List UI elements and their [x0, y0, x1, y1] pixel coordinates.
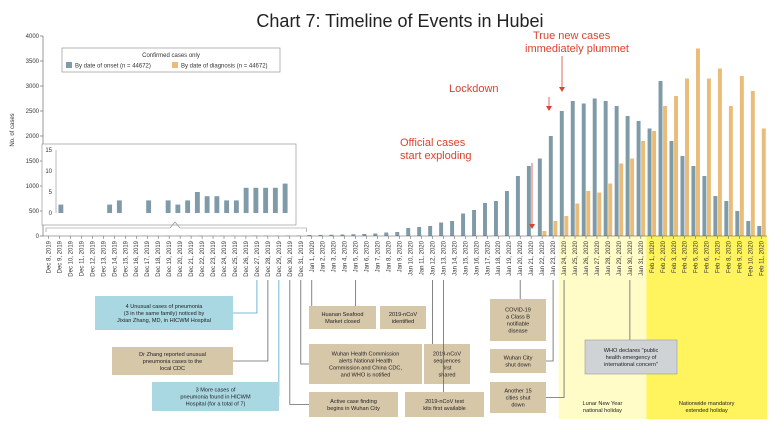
bar-onset — [757, 226, 761, 236]
y-tick-label: 0 — [35, 234, 39, 240]
inset-bar — [234, 200, 239, 213]
x-tick-label: Dec 18, 2019 — [156, 241, 163, 277]
event-who-declares-pheic-text: WHO declares "public — [603, 348, 659, 354]
x-tick-label: Feb 1, 2020 — [649, 241, 656, 274]
x-tick-label: Jan 6, 2020 — [364, 241, 371, 273]
bar-onset — [538, 159, 542, 237]
event-active-case-finding-connector — [290, 280, 309, 405]
bar-diagnosis — [652, 131, 656, 236]
inset-bar — [185, 200, 190, 213]
inset-bar — [166, 200, 171, 213]
x-tick-label: Dec 16, 2019 — [134, 241, 141, 277]
bar-diagnosis — [762, 129, 766, 237]
bar-onset — [373, 234, 377, 237]
y-tick-label: 3000 — [25, 84, 39, 90]
bar-onset — [461, 214, 465, 237]
bar-onset — [604, 101, 608, 236]
event-dr-zhang-reported-connector — [233, 280, 268, 361]
event-seafood-market-closed-text: Huanan Seafood — [321, 312, 364, 318]
inset-bar — [58, 205, 63, 213]
annotation-lockdown-arrowhead — [546, 106, 552, 111]
bar-diagnosis — [718, 69, 722, 237]
event-who-declares-pheic-text: health emergency of — [605, 355, 657, 361]
x-tick-label: Feb 3, 2020 — [671, 241, 678, 274]
y-axis — [26, 34, 43, 240]
inset-bar — [146, 200, 151, 213]
inset-bar — [283, 184, 288, 213]
annotation-true-arrowhead — [559, 87, 565, 92]
legend-label-diagnosis: By date of diagnosis (n = 44672) — [181, 63, 268, 70]
event-15-cities-shut-down-text: cities shut — [505, 395, 531, 402]
x-tick-label: Dec 23, 2019 — [211, 241, 218, 277]
bar-diagnosis — [564, 216, 568, 236]
x-tick-label: Jan 14, 2020 — [452, 241, 459, 276]
x-tick-label: Jan 29, 2020 — [616, 241, 623, 276]
bar-onset — [724, 201, 728, 236]
bar-onset — [417, 227, 421, 236]
x-tick-label: Jan 26, 2020 — [584, 241, 590, 276]
bar-onset — [702, 176, 706, 236]
x-tick-label: Jan 30, 2020 — [627, 241, 634, 276]
inset-bar — [195, 192, 200, 213]
bar-diagnosis — [663, 106, 667, 236]
x-tick-label: Feb 11, 2020 — [759, 241, 766, 276]
x-tick-label: Dec 28, 2019 — [265, 241, 272, 277]
y-axis-label: No. of cases — [10, 113, 16, 147]
x-tick-label: Jan 25, 2020 — [573, 241, 580, 276]
bar-diagnosis — [685, 79, 689, 237]
inset-chart — [42, 144, 306, 232]
event-active-case-finding-text: Active case finding — [330, 399, 377, 405]
event-three-more-cases-text: 3 More cases of — [195, 387, 236, 394]
event-dr-zhang-reported-text: local CDC — [159, 366, 186, 372]
event-wuhan-health-commission-text: Wuhan Health Commission — [331, 351, 400, 358]
bar-diagnosis — [641, 141, 645, 236]
inset-bar — [224, 200, 229, 213]
x-tick-label: Jan 7, 2020 — [375, 241, 382, 273]
bar-diagnosis — [542, 231, 546, 236]
event-unusual-pneumonia-text: Jixian Zhang, MD, in HICWM Hospital — [117, 318, 211, 324]
bar-diagnosis — [608, 184, 612, 237]
x-tick-label: Dec 31, 2019 — [298, 241, 305, 277]
x-tick-label: Jan 3, 2020 — [331, 241, 338, 273]
x-tick-label: Dec 24, 2019 — [222, 241, 228, 277]
x-tick-label: Jan 17, 2020 — [485, 241, 492, 276]
x-tick-label: Dec 10, 2019 — [68, 241, 75, 277]
legend-label-onset: By date of onset (n = 44672) — [75, 63, 151, 70]
x-tick-label: Dec 27, 2019 — [254, 241, 261, 277]
holiday-lunar-label-2: national holiday — [583, 408, 622, 414]
x-tick-label: Jan 1, 2020 — [309, 241, 316, 273]
event-sequences-shared-text: sequences — [433, 358, 461, 365]
event-sequences-shared-text: 2019-nCoV — [432, 351, 462, 358]
bar-diagnosis — [674, 96, 678, 236]
event-three-more-cases-text: Hospital (for a total of 7) — [185, 401, 246, 408]
x-tick-label: Dec 19, 2019 — [167, 241, 174, 277]
inset-y-tick-label: 10 — [45, 169, 52, 175]
bar-onset — [659, 81, 663, 236]
event-ncov-identified-text: identified — [391, 319, 415, 325]
event-wuhan-health-commission-text: Commission and China CDC, — [328, 365, 403, 372]
inset-bar — [273, 188, 278, 213]
x-tick-label: Dec 26, 2019 — [243, 241, 250, 277]
legend-title: Confirmed cases only — [142, 53, 200, 59]
x-tick-label: Jan 13, 2020 — [441, 241, 448, 276]
event-wuhan-health-commission-connector — [301, 280, 309, 364]
holiday-mandatory-label-2: extended holiday — [685, 408, 728, 414]
x-tick-label: Jan 5, 2020 — [353, 241, 360, 273]
bar-onset — [735, 211, 739, 236]
x-tick-label: Jan 22, 2020 — [540, 241, 547, 276]
x-tick-label: Jan 27, 2020 — [594, 241, 601, 276]
x-tick-label: Dec 9, 2019 — [57, 241, 64, 274]
event-15-cities-shut-down-text: Another 15 — [504, 388, 532, 395]
event-dr-zhang-reported-text: pneumonia cases to the — [142, 359, 203, 365]
bar-onset — [450, 221, 454, 236]
holiday-mandatory-label-1: Nationwide mandatory — [678, 401, 735, 407]
annotation-true-cases-line1: True new cases — [533, 30, 611, 42]
bar-diagnosis — [586, 191, 590, 236]
x-tick-label: Feb 4, 2020 — [682, 241, 689, 274]
x-tick-label: Feb 7, 2020 — [715, 241, 722, 274]
inset-bar — [253, 188, 258, 213]
bar-onset — [691, 166, 695, 236]
chart-title: Chart 7: Timeline of Events in Hubei — [256, 11, 544, 31]
legend-swatch-onset — [66, 62, 72, 68]
event-unusual-pneumonia-text: 4 Unusual cases of pneumonia — [125, 304, 203, 310]
x-tick-label: Dec 11, 2019 — [79, 241, 86, 277]
bar-onset — [571, 101, 575, 236]
inset-bar — [107, 205, 112, 213]
bar-diagnosis — [619, 164, 623, 237]
event-dr-zhang-reported-text: Dr Zhang reported unusual — [139, 352, 206, 358]
y-tick-label: 4000 — [25, 34, 39, 40]
x-tick-label: Feb 5, 2020 — [693, 241, 700, 274]
event-wuhan-shut-down-connector — [546, 280, 553, 361]
event-test-kits-text: 2019-nCoV test — [425, 399, 464, 405]
x-tick-label: Jan 12, 2020 — [430, 241, 437, 276]
inset-bar — [263, 188, 268, 213]
x-tick-label: Jan 9, 2020 — [397, 241, 404, 273]
x-tick-label: Dec 29, 2019 — [276, 241, 283, 277]
bar-onset — [680, 156, 684, 236]
inset-bar — [175, 205, 180, 213]
x-tick-label: Feb 10, 2020 — [748, 241, 755, 277]
legend — [62, 48, 280, 72]
bar-onset — [560, 111, 564, 236]
holiday-lunar-label-1: Lunar New Year — [582, 401, 623, 407]
inset-bar — [205, 196, 210, 213]
bar-onset — [746, 221, 750, 236]
bar-onset — [626, 116, 630, 236]
bar-diagnosis — [696, 49, 700, 237]
bar-onset — [593, 99, 597, 237]
bar-onset — [713, 196, 717, 236]
annotation-official-cases-line1: Official cases — [400, 137, 466, 149]
x-tick-label: Jan 16, 2020 — [474, 241, 481, 276]
event-three-more-cases-text: pneumonia found in HICWM — [180, 394, 251, 401]
x-tick-label: Dec 15, 2019 — [123, 241, 130, 277]
bar-onset — [395, 232, 399, 236]
x-tick-label: Jan 8, 2020 — [386, 241, 393, 273]
x-tick-label: Feb 2, 2020 — [660, 241, 667, 274]
inset-y-tick-label: 0 — [48, 211, 52, 217]
bar-diagnosis — [575, 204, 579, 237]
y-tick-label: 500 — [28, 209, 39, 215]
x-tick-label: Jan 23, 2020 — [551, 241, 558, 276]
x-tick-label: Jan 4, 2020 — [342, 241, 349, 273]
event-sequences-shared-text: first — [442, 365, 452, 372]
event-unusual-pneumonia-connector — [233, 280, 257, 313]
bar-onset — [549, 136, 553, 236]
inset-y-tick-label: 5 — [48, 190, 52, 196]
x-tick-label: Dec 13, 2019 — [101, 241, 108, 277]
legend-swatch-diagnosis — [172, 62, 178, 68]
event-class-b-disease-text: a Class B — [506, 314, 530, 321]
event-test-kits-text: kits first available — [423, 406, 466, 412]
bar-onset — [582, 104, 586, 237]
x-tick-label: Feb 8, 2020 — [726, 241, 733, 274]
event-class-b-disease-text: COVID-19 — [505, 307, 531, 314]
y-tick-label: 1500 — [25, 159, 39, 165]
bar-onset — [516, 176, 520, 236]
x-tick-label: Dec 21, 2019 — [189, 241, 196, 277]
x-tick-label: Jan 21, 2020 — [529, 241, 536, 276]
bar-onset — [670, 141, 674, 236]
bar-onset — [494, 201, 498, 236]
x-tick-label: Jan 10, 2020 — [408, 241, 415, 276]
x-tick-label: Jan 28, 2020 — [605, 241, 612, 276]
x-tick-label: Jan 31, 2020 — [638, 241, 645, 276]
x-tick-label: Dec 22, 2019 — [200, 241, 207, 277]
event-seafood-market-closed-text: Market closed — [325, 319, 360, 325]
event-15-cities-shut-down-text: down — [511, 402, 525, 409]
bar-onset — [615, 106, 619, 236]
x-tick-label: Dec 14, 2019 — [112, 241, 119, 277]
bar-onset — [406, 228, 410, 236]
x-tick-label: Feb 9, 2020 — [737, 241, 744, 274]
bar-onset — [472, 210, 476, 236]
annotation-lockdown: Lockdown — [449, 83, 499, 95]
x-tick-label: Jan 15, 2020 — [463, 241, 470, 276]
bar-diagnosis — [630, 159, 634, 237]
bar-diagnosis — [553, 221, 557, 236]
event-class-b-disease-text: disease — [508, 328, 528, 335]
event-ncov-identified-text: 2019-nCoV — [388, 312, 418, 318]
bar-diagnosis — [597, 193, 601, 237]
x-tick-label: Dec 30, 2019 — [287, 241, 294, 277]
x-tick-label: Jan 24, 2020 — [562, 241, 569, 276]
event-who-declares-pheic-text: international concern" — [604, 362, 658, 368]
x-tick-label: Jan 18, 2020 — [496, 241, 503, 276]
bar-diagnosis — [751, 91, 755, 236]
x-tick-label: Dec 25, 2019 — [232, 241, 239, 277]
bar-onset — [439, 223, 443, 237]
y-tick-label: 3500 — [25, 59, 39, 65]
x-tick-label: Jan 11, 2020 — [419, 241, 426, 276]
bar-diagnosis — [729, 106, 733, 236]
x-tick-label: Dec 8, 2019 — [46, 241, 53, 274]
event-wuhan-shut-down-text: shut down — [505, 362, 531, 369]
x-tick-label: Dec 17, 2019 — [145, 241, 152, 277]
inset-bar — [214, 196, 219, 213]
y-tick-label: 2500 — [25, 109, 39, 115]
annotation-true-cases-line2: immediately plummet — [525, 43, 629, 55]
bar-onset — [648, 129, 652, 237]
y-tick-label: 1000 — [25, 184, 39, 190]
x-tick-label: Feb 6, 2020 — [704, 241, 711, 274]
event-wuhan-shut-down-text: Wuhan City — [503, 355, 533, 362]
annotation-official-cases-line2: start exploding — [400, 150, 472, 162]
x-tick-label: Jan 2, 2020 — [320, 241, 327, 273]
y-tick-label: 2000 — [25, 134, 39, 140]
bar-onset — [384, 233, 388, 237]
x-tick-label: Dec 12, 2019 — [90, 241, 97, 277]
inset-bar — [117, 200, 122, 213]
bar-onset — [428, 226, 432, 236]
event-unusual-pneumonia-text: (3 in the same family) noticed by — [123, 311, 205, 317]
event-sequences-shared-text: shared — [438, 372, 456, 379]
bar-diagnosis — [707, 79, 711, 237]
event-wuhan-health-commission-text: and WHO is notified — [340, 372, 391, 379]
event-class-b-disease-text: notifiable — [506, 321, 530, 328]
inset-bar — [244, 188, 249, 213]
event-active-case-finding-text: begins in Wuhan City — [327, 406, 380, 412]
event-wuhan-health-commission-text: alerts National Health — [338, 358, 393, 365]
bar-onset — [483, 203, 487, 236]
x-tick-label: Dec 20, 2019 — [178, 241, 185, 277]
inset-y-tick-label: 15 — [45, 148, 52, 154]
x-tick-label: Jan 19, 2020 — [507, 241, 514, 276]
bar-diagnosis — [740, 76, 744, 236]
x-tick-label: Jan 20, 2020 — [518, 241, 525, 276]
bar-onset — [637, 121, 641, 236]
bar-onset — [505, 191, 509, 236]
